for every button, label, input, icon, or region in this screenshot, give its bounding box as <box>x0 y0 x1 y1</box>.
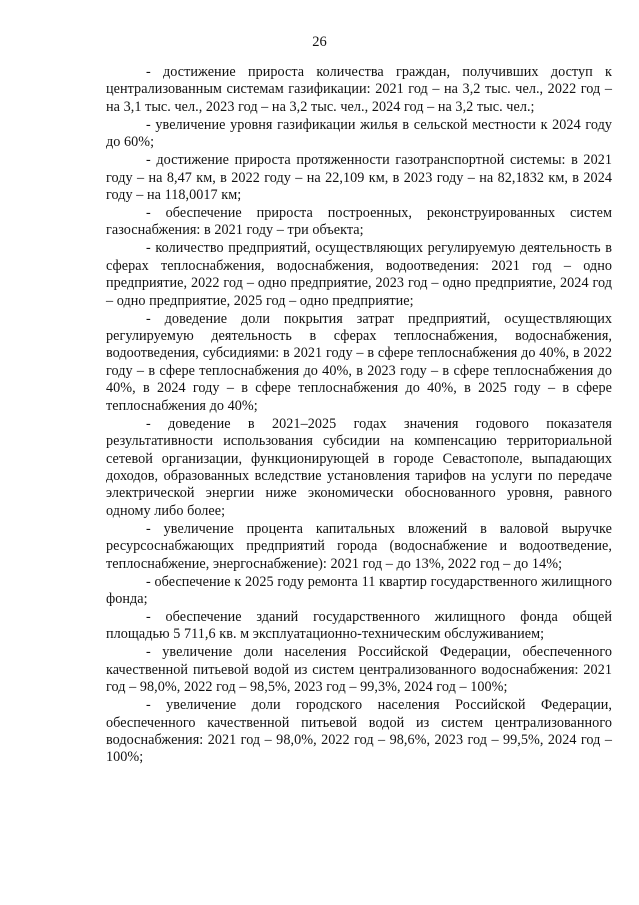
paragraph-drinking-water-population: - увеличение доли населения Российской Федерации, обеспеченного качественной питьевой водой из систем централизованного водоснабжения: 2021 год – 98,0%, 2022 год – 98,5%, 2023 год – 99,3%, 2024 год – 100%; <box>106 644 612 696</box>
document-body <box>106 64 612 767</box>
paragraph-gas-systems-built: - обеспечение прироста построенных, реконструированных систем газоснабжения: в 2021 году – три объекта; <box>106 205 612 239</box>
paragraph-rural-gasification: - увеличение уровня газификации жилья в сельской местности к 2024 году до 60%; <box>106 116 612 151</box>
paragraph-cost-coverage-subsidies: - доведение доли покрытия затрат предприятий, осуществляющих регулируемую деятельность в сферах теплоснабжения, водоснабжения, водоотведения, субсидиями: в 2021 году – в сфере теплоснабжения до 40%, в 2022 году – в сфере теплоснабжения до 40%, в 2023 году – в сфере теплоснабжения до 40%, в 2024 году – в сфере теплоснабжения до 40%, в 2025 году – в сфере теплоснабжения до 40%; <box>106 310 612 414</box>
paragraph-capital-investment: - увеличение процента капитальных вложений в валовой выручке ресурсоснабжающих предприятий города (водоснабжение и водоотведение, теплоснабжение, энергоснабжение): 2021 год – до 13%, 2022 год – до 14%; <box>106 520 612 572</box>
paragraph-building-maintenance: - обеспечение зданий государственного жилищного фонда общей площадью 5 711,6 кв. м эксплуатационно-техническим обслуживанием; <box>106 608 612 643</box>
paragraph-apartment-repair: - обеспечение к 2025 году ремонта 11 квартир государственного жилищного фонда; <box>106 573 612 607</box>
paragraph-grid-subsidy-efficiency: - доведение в 2021–2025 годах значения годового показателя результативности использования субсидии на компенсацию территориальной сетевой организации, функционирующей в городе Севастополе, выпадающих доходов, образованных вследствие установления тарифов на услуги по передаче электрической энергии ниже экономически обоснованного уровня, равного одному либо более; <box>106 415 612 519</box>
page-number: 26 <box>312 34 327 50</box>
paragraph-gas-network-length: - достижение прироста протяженности газотранспортной системы: в 2021 году – на 8,47 км, в 2022 году – на 22,109 км, в 2023 году – на 82,1832 км, в 2024 году – на 118,0017 км; <box>106 152 612 204</box>
paragraph-regulated-enterprises: - количество предприятий, осуществляющих регулируемую деятельность в сферах теплоснабжения, водоснабжения, водоотведения: 2021 год – одно предприятие, 2022 год – одно предприятие, 2023 год – одно предприятие, 2024 год – одно предприятие, 2025 год – одно предприятие; <box>106 240 612 309</box>
paragraph-drinking-water-urban: - увеличение доли городского населения Российской Федерации, обеспеченного качественной питьевой водой из систем централизованного водоснабжения: 2021 год – 98,0%, 2022 год – 98,6%, 2023 год – 99,5%, 2024 год – 100%; <box>106 697 612 766</box>
paragraph-gas-access-growth: - достижение прироста количества граждан, получивших доступ к централизованным системам газификации: 2021 год – на 3,2 тыс. чел., 2022 год – на 3,1 тыс. чел., 2023 год – на 3,2 тыс. чел., 2024 год – на 3,2 тыс. чел.; <box>106 64 612 115</box>
